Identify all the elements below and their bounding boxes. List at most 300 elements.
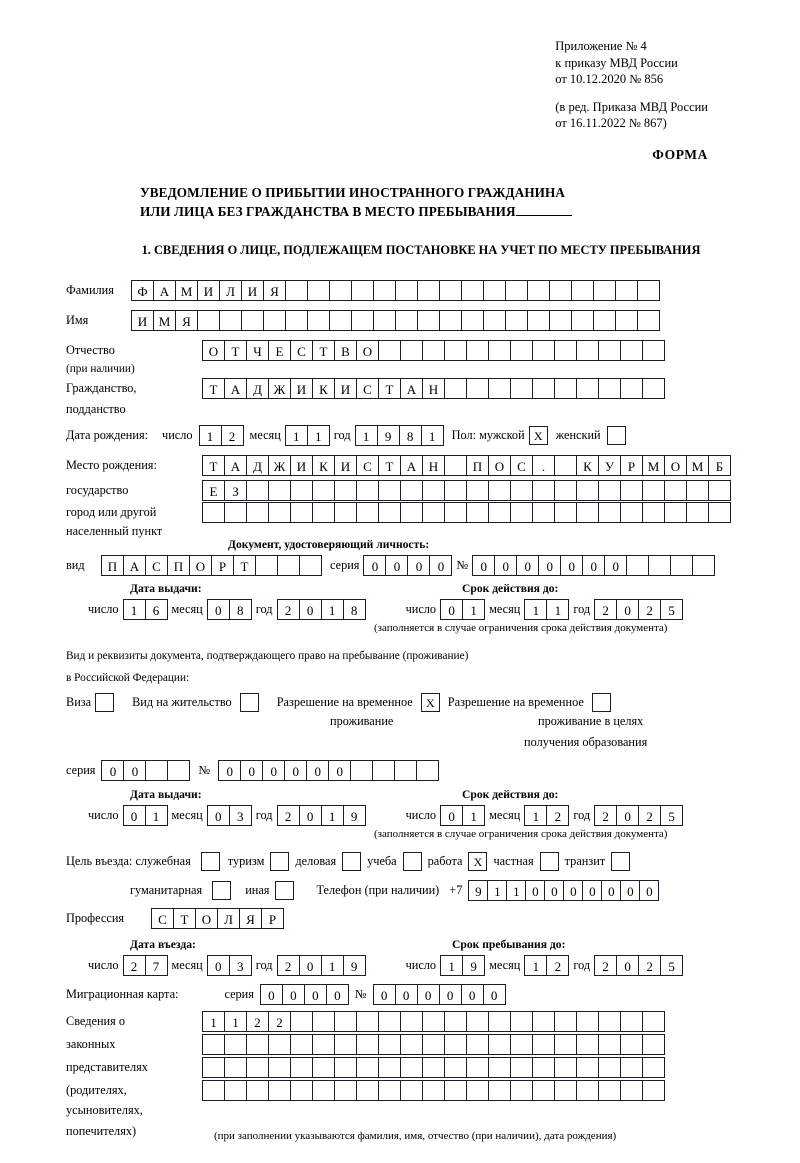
cell[interactable]: [466, 1080, 489, 1101]
cell[interactable]: [554, 378, 577, 399]
checkbox-temp-res[interactable]: Х: [421, 693, 440, 712]
cell[interactable]: 0: [304, 984, 327, 1005]
phone-cells[interactable]: [468, 880, 659, 901]
cell[interactable]: 1: [487, 880, 507, 901]
cell[interactable]: [312, 480, 335, 501]
cell[interactable]: 0: [207, 955, 230, 976]
cell[interactable]: [422, 1080, 445, 1101]
cell[interactable]: 7: [145, 955, 168, 976]
cell[interactable]: А: [224, 455, 247, 476]
cell[interactable]: [598, 1057, 621, 1078]
cell[interactable]: [488, 480, 511, 501]
cell[interactable]: А: [224, 378, 247, 399]
cell[interactable]: [268, 1057, 291, 1078]
stay-end-day-cells[interactable]: [440, 955, 485, 976]
cell[interactable]: 9: [462, 955, 485, 976]
cell[interactable]: 0: [123, 805, 146, 826]
cell[interactable]: [400, 502, 423, 523]
cell[interactable]: Т: [202, 378, 225, 399]
cell[interactable]: А: [153, 280, 176, 301]
cell[interactable]: [642, 1080, 665, 1101]
cell[interactable]: 1: [462, 599, 485, 620]
birth-place-row3-cells[interactable]: [202, 502, 731, 523]
valid-day-cells[interactable]: [440, 599, 485, 620]
cell[interactable]: .: [532, 455, 555, 476]
cell[interactable]: 0: [123, 760, 146, 781]
cell[interactable]: [626, 555, 649, 576]
cell[interactable]: Т: [224, 340, 247, 361]
cell[interactable]: 1: [546, 599, 569, 620]
cell[interactable]: 0: [260, 984, 283, 1005]
cell[interactable]: [615, 310, 638, 331]
cell[interactable]: [290, 1080, 313, 1101]
cell[interactable]: [510, 502, 533, 523]
cell[interactable]: [488, 1011, 511, 1032]
cell[interactable]: [488, 378, 511, 399]
cell[interactable]: [378, 1034, 401, 1055]
cell[interactable]: [510, 480, 533, 501]
cell[interactable]: [642, 1057, 665, 1078]
stay-issue-day-cells[interactable]: [123, 805, 168, 826]
cell[interactable]: [527, 310, 550, 331]
doc-number-cells[interactable]: [472, 555, 715, 576]
cell[interactable]: [400, 1057, 423, 1078]
cell[interactable]: [549, 280, 572, 301]
cell[interactable]: [505, 310, 528, 331]
legal-rep-row3-cells[interactable]: [202, 1057, 665, 1078]
cell[interactable]: [246, 502, 269, 523]
cell[interactable]: [444, 378, 467, 399]
cell[interactable]: 1: [321, 955, 344, 976]
cell[interactable]: [532, 1057, 555, 1078]
cell[interactable]: [246, 1080, 269, 1101]
cell[interactable]: [549, 310, 572, 331]
cell[interactable]: 0: [582, 555, 605, 576]
cell[interactable]: [268, 502, 291, 523]
cell[interactable]: Д: [246, 455, 269, 476]
cell[interactable]: К: [312, 378, 335, 399]
cell[interactable]: Е: [202, 480, 225, 501]
cell[interactable]: [466, 378, 489, 399]
doc-series-cells[interactable]: [363, 555, 452, 576]
cell[interactable]: 3: [229, 805, 252, 826]
cell[interactable]: А: [400, 378, 423, 399]
cell[interactable]: [554, 502, 577, 523]
cell[interactable]: О: [488, 455, 511, 476]
cell[interactable]: 0: [472, 555, 495, 576]
cell[interactable]: [285, 280, 308, 301]
cell[interactable]: 8: [229, 599, 252, 620]
mc-number-cells[interactable]: [373, 984, 506, 1005]
cell[interactable]: [461, 280, 484, 301]
cell[interactable]: 0: [207, 599, 230, 620]
cell[interactable]: 1: [355, 425, 378, 446]
cell[interactable]: [554, 1057, 577, 1078]
cell[interactable]: [241, 310, 264, 331]
cell[interactable]: Р: [261, 908, 284, 929]
cell[interactable]: Т: [202, 455, 225, 476]
cell[interactable]: Т: [233, 555, 256, 576]
cell[interactable]: [466, 1011, 489, 1032]
cell[interactable]: 1: [524, 955, 547, 976]
cell[interactable]: [378, 480, 401, 501]
cell[interactable]: [571, 310, 594, 331]
cell[interactable]: [329, 280, 352, 301]
cell[interactable]: [439, 310, 462, 331]
stay-number-cells[interactable]: [218, 760, 439, 781]
cell[interactable]: 5: [660, 599, 683, 620]
valid-year-cells[interactable]: [594, 599, 683, 620]
cell[interactable]: 1: [462, 805, 485, 826]
cell[interactable]: 1: [321, 599, 344, 620]
cell[interactable]: 0: [516, 555, 539, 576]
birth-place-row2-cells[interactable]: [202, 480, 731, 501]
cell[interactable]: [444, 1034, 467, 1055]
cell[interactable]: К: [576, 455, 599, 476]
cell[interactable]: 0: [439, 984, 462, 1005]
cell[interactable]: [510, 1057, 533, 1078]
cell[interactable]: [598, 1080, 621, 1101]
cell[interactable]: 0: [240, 760, 263, 781]
cell[interactable]: 0: [299, 955, 322, 976]
cell[interactable]: [395, 280, 418, 301]
cell[interactable]: [664, 502, 687, 523]
cell[interactable]: 2: [594, 805, 617, 826]
cell[interactable]: [576, 1080, 599, 1101]
cell[interactable]: [444, 1080, 467, 1101]
cell[interactable]: [224, 1080, 247, 1101]
cell[interactable]: [554, 455, 577, 476]
cell[interactable]: Б: [708, 455, 731, 476]
cell[interactable]: [510, 1034, 533, 1055]
cell[interactable]: С: [151, 908, 174, 929]
cell[interactable]: 0: [563, 880, 583, 901]
cell[interactable]: [642, 1034, 665, 1055]
cell[interactable]: М: [153, 310, 176, 331]
cell[interactable]: О: [356, 340, 379, 361]
cell[interactable]: [444, 1057, 467, 1078]
cell[interactable]: 9: [343, 805, 366, 826]
cell[interactable]: [620, 378, 643, 399]
cell[interactable]: [593, 310, 616, 331]
cell[interactable]: [444, 480, 467, 501]
cell[interactable]: 2: [277, 805, 300, 826]
cell[interactable]: [648, 555, 671, 576]
cell[interactable]: 6: [145, 599, 168, 620]
cell[interactable]: [417, 310, 440, 331]
cell[interactable]: [692, 555, 715, 576]
cell[interactable]: 0: [616, 955, 639, 976]
checkbox-purpose-official[interactable]: [201, 852, 220, 871]
cell[interactable]: 0: [306, 760, 329, 781]
cell[interactable]: [554, 1034, 577, 1055]
cell[interactable]: [466, 1034, 489, 1055]
cell[interactable]: [422, 1011, 445, 1032]
checkbox-study[interactable]: [403, 852, 422, 871]
cell[interactable]: У: [598, 455, 621, 476]
cell[interactable]: О: [189, 555, 212, 576]
cell[interactable]: 0: [326, 984, 349, 1005]
cell[interactable]: [593, 280, 616, 301]
cell[interactable]: [268, 480, 291, 501]
cell[interactable]: 0: [417, 984, 440, 1005]
cell[interactable]: 5: [660, 805, 683, 826]
cell[interactable]: 2: [594, 955, 617, 976]
cell[interactable]: 2: [277, 599, 300, 620]
cell[interactable]: 1: [123, 599, 146, 620]
cell[interactable]: [576, 1034, 599, 1055]
cell[interactable]: [378, 1011, 401, 1032]
birth-year-cells[interactable]: [355, 425, 444, 446]
cell[interactable]: [620, 502, 643, 523]
cell[interactable]: 0: [538, 555, 561, 576]
cell[interactable]: [686, 502, 709, 523]
cell[interactable]: [329, 310, 352, 331]
cell[interactable]: [554, 1080, 577, 1101]
cell[interactable]: 0: [639, 880, 659, 901]
cell[interactable]: Т: [378, 455, 401, 476]
cell[interactable]: [686, 480, 709, 501]
cell[interactable]: [224, 1034, 247, 1055]
cell[interactable]: П: [101, 555, 124, 576]
cell[interactable]: [224, 1057, 247, 1078]
cell[interactable]: 0: [395, 984, 418, 1005]
cell[interactable]: 3: [229, 955, 252, 976]
cell[interactable]: С: [145, 555, 168, 576]
cell[interactable]: 8: [343, 599, 366, 620]
cell[interactable]: 0: [604, 555, 627, 576]
checkbox-female[interactable]: [607, 426, 626, 445]
cell[interactable]: [356, 1011, 379, 1032]
cell[interactable]: [416, 760, 439, 781]
cell[interactable]: [378, 1080, 401, 1101]
cell[interactable]: [466, 1057, 489, 1078]
checkbox-visa[interactable]: [95, 693, 114, 712]
checkbox-private[interactable]: [540, 852, 559, 871]
cell[interactable]: Р: [620, 455, 643, 476]
cell[interactable]: 0: [262, 760, 285, 781]
cell[interactable]: [378, 340, 401, 361]
cell[interactable]: [400, 1034, 423, 1055]
checkbox-work[interactable]: Х: [468, 852, 487, 871]
cell[interactable]: [422, 480, 445, 501]
cell[interactable]: 0: [620, 880, 640, 901]
citizenship-cells[interactable]: [202, 378, 665, 399]
cell[interactable]: И: [197, 280, 220, 301]
cell[interactable]: [637, 280, 660, 301]
checkbox-edu-res[interactable]: [592, 693, 611, 712]
cell[interactable]: С: [356, 455, 379, 476]
cell[interactable]: И: [290, 378, 313, 399]
cell[interactable]: [554, 480, 577, 501]
cell[interactable]: [620, 340, 643, 361]
cell[interactable]: [277, 555, 300, 576]
cell[interactable]: [417, 280, 440, 301]
cell[interactable]: [373, 280, 396, 301]
checkbox-business[interactable]: [342, 852, 361, 871]
cell[interactable]: 2: [638, 599, 661, 620]
cell[interactable]: [268, 1034, 291, 1055]
cell[interactable]: М: [642, 455, 665, 476]
cell[interactable]: [202, 502, 225, 523]
cell[interactable]: М: [686, 455, 709, 476]
cell[interactable]: [290, 1057, 313, 1078]
cell[interactable]: [356, 1057, 379, 1078]
cell[interactable]: [334, 1034, 357, 1055]
cell[interactable]: [334, 1080, 357, 1101]
cell[interactable]: 0: [282, 984, 305, 1005]
cell[interactable]: [422, 340, 445, 361]
cell[interactable]: [246, 1034, 269, 1055]
cell[interactable]: И: [241, 280, 264, 301]
cell[interactable]: М: [175, 280, 198, 301]
cell[interactable]: 1: [285, 425, 308, 446]
cell[interactable]: Т: [312, 340, 335, 361]
stay-issue-month-cells[interactable]: [207, 805, 252, 826]
cell[interactable]: [307, 280, 330, 301]
cell[interactable]: 0: [407, 555, 430, 576]
cell[interactable]: [642, 378, 665, 399]
cell[interactable]: [246, 480, 269, 501]
cell[interactable]: [466, 502, 489, 523]
legal-rep-row1-cells[interactable]: [202, 1011, 665, 1032]
cell[interactable]: 0: [363, 555, 386, 576]
cell[interactable]: [620, 1080, 643, 1101]
doc-kind-cells[interactable]: [101, 555, 322, 576]
cell[interactable]: 1: [440, 955, 463, 976]
cell[interactable]: [466, 480, 489, 501]
cell[interactable]: 8: [399, 425, 422, 446]
stay-end-year-cells[interactable]: [594, 955, 683, 976]
cell[interactable]: [532, 502, 555, 523]
cell[interactable]: 2: [546, 805, 569, 826]
cell[interactable]: К: [312, 455, 335, 476]
cell[interactable]: 0: [385, 555, 408, 576]
cell[interactable]: [202, 1034, 225, 1055]
cell[interactable]: [351, 280, 374, 301]
cell[interactable]: [664, 480, 687, 501]
cell[interactable]: [246, 1057, 269, 1078]
cell[interactable]: Е: [268, 340, 291, 361]
cell[interactable]: [439, 280, 462, 301]
cell[interactable]: 0: [299, 599, 322, 620]
entry-month-cells[interactable]: [207, 955, 252, 976]
cell[interactable]: И: [131, 310, 154, 331]
cell[interactable]: А: [400, 455, 423, 476]
cell[interactable]: [444, 1011, 467, 1032]
stay-valid-year-cells[interactable]: [594, 805, 683, 826]
cell[interactable]: [598, 378, 621, 399]
cell[interactable]: С: [356, 378, 379, 399]
cell[interactable]: З: [224, 480, 247, 501]
cell[interactable]: [400, 1011, 423, 1032]
cell[interactable]: [708, 502, 731, 523]
cell[interactable]: [290, 480, 313, 501]
checkbox-other[interactable]: [275, 881, 294, 900]
cell[interactable]: 0: [328, 760, 351, 781]
cell[interactable]: Я: [175, 310, 198, 331]
cell[interactable]: 5: [660, 955, 683, 976]
cell[interactable]: 2: [246, 1011, 269, 1032]
cell[interactable]: 0: [284, 760, 307, 781]
issue-year-cells[interactable]: [277, 599, 366, 620]
cell[interactable]: 0: [560, 555, 583, 576]
cell[interactable]: 2: [123, 955, 146, 976]
cell[interactable]: 0: [601, 880, 621, 901]
cell[interactable]: [263, 310, 286, 331]
cell[interactable]: [394, 760, 417, 781]
cell[interactable]: 0: [373, 984, 396, 1005]
cell[interactable]: 0: [494, 555, 517, 576]
cell[interactable]: [372, 760, 395, 781]
cell[interactable]: [422, 1034, 445, 1055]
cell[interactable]: [642, 480, 665, 501]
cell[interactable]: [356, 480, 379, 501]
cell[interactable]: 0: [218, 760, 241, 781]
cell[interactable]: [290, 1011, 313, 1032]
cell[interactable]: [307, 310, 330, 331]
cell[interactable]: Т: [173, 908, 196, 929]
cell[interactable]: [615, 280, 638, 301]
cell[interactable]: П: [167, 555, 190, 576]
cell[interactable]: [312, 502, 335, 523]
cell[interactable]: Ж: [268, 455, 291, 476]
stay-valid-month-cells[interactable]: [524, 805, 569, 826]
cell[interactable]: [571, 280, 594, 301]
cell[interactable]: 0: [544, 880, 564, 901]
cell[interactable]: 0: [616, 805, 639, 826]
cell[interactable]: [373, 310, 396, 331]
cell[interactable]: [219, 310, 242, 331]
cell[interactable]: А: [123, 555, 146, 576]
cell[interactable]: 9: [468, 880, 488, 901]
cell[interactable]: [312, 1011, 335, 1032]
cell[interactable]: И: [334, 455, 357, 476]
issue-month-cells[interactable]: [207, 599, 252, 620]
cell[interactable]: [488, 502, 511, 523]
cell[interactable]: 0: [440, 599, 463, 620]
cell[interactable]: [312, 1080, 335, 1101]
cell[interactable]: [334, 1011, 357, 1032]
cell[interactable]: [356, 1080, 379, 1101]
cell[interactable]: Р: [211, 555, 234, 576]
entry-day-cells[interactable]: [123, 955, 168, 976]
cell[interactable]: [576, 1057, 599, 1078]
cell[interactable]: И: [334, 378, 357, 399]
cell[interactable]: 1: [224, 1011, 247, 1032]
cell[interactable]: [637, 310, 660, 331]
cell[interactable]: Т: [378, 378, 401, 399]
cell[interactable]: [576, 340, 599, 361]
cell[interactable]: [299, 555, 322, 576]
cell[interactable]: [554, 340, 577, 361]
cell[interactable]: [312, 1034, 335, 1055]
cell[interactable]: [356, 502, 379, 523]
cell[interactable]: Н: [422, 455, 445, 476]
cell[interactable]: [642, 340, 665, 361]
surname-cells[interactable]: [131, 280, 660, 301]
cell[interactable]: 1: [202, 1011, 225, 1032]
cell[interactable]: [620, 1011, 643, 1032]
cell[interactable]: [285, 310, 308, 331]
cell[interactable]: 1: [321, 805, 344, 826]
cell[interactable]: 1: [524, 805, 547, 826]
cell[interactable]: [510, 340, 533, 361]
legal-rep-row4-cells[interactable]: [202, 1080, 665, 1101]
cell[interactable]: 0: [582, 880, 602, 901]
cell[interactable]: [312, 1057, 335, 1078]
cell[interactable]: О: [195, 908, 218, 929]
